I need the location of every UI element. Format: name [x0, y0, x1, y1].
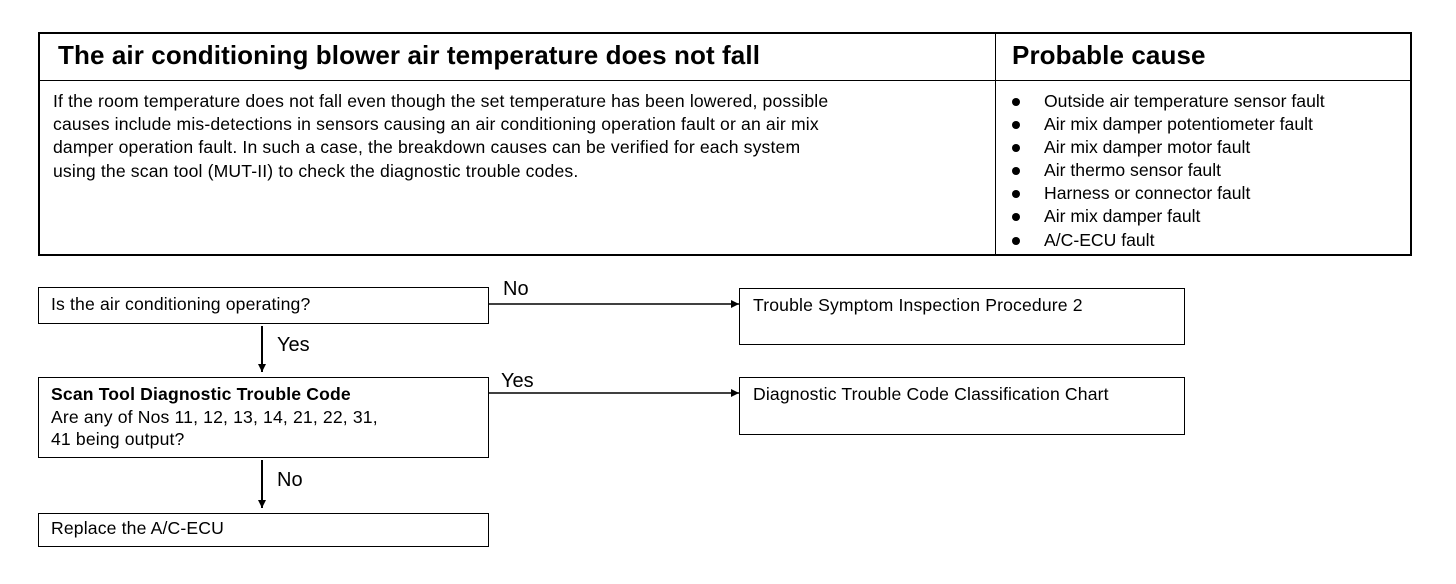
question-ac-operating-box — [38, 287, 489, 324]
description-line: causes include mis-detections in sensors causing an air conditioning operation fault or an air mix — [53, 114, 819, 135]
q1-no-label: No — [503, 278, 529, 300]
description-line: If the room temperature does not fall even though the set temperature has been lowered, possible — [53, 91, 829, 111]
cause-text: Air mix damper potentiometer fault — [1044, 114, 1313, 135]
question-ac-operating: Is the air conditioning operating? — [51, 294, 311, 314]
q2-yes-label: Yes — [501, 370, 534, 392]
symptom-title: The air conditioning blower air temperature does not fall — [58, 40, 761, 70]
cause-text: Harness or connector fault — [1044, 183, 1251, 204]
q2-no-label: No — [277, 469, 303, 491]
cause-text: A/C-ECU fault — [1044, 229, 1155, 250]
scan-tool-dtc-title: Scan Tool Diagnostic Trouble Code — [51, 384, 351, 404]
replace-ecu: Replace the A/C-ECU — [51, 518, 224, 538]
trouble-symptom-procedure: Trouble Symptom Inspection Procedure 2 — [753, 295, 1083, 315]
dtc-classification-chart: Diagnostic Trouble Code Classification Chart — [753, 384, 1109, 404]
probable-cause-heading: Probable cause — [1012, 40, 1206, 70]
scan-tool-dtc-box — [38, 377, 489, 458]
scan-tool-dtc-question-cont: 41 being output? — [51, 429, 185, 449]
cause-text: Air mix damper fault — [1044, 206, 1201, 227]
description-line: using the scan tool (MUT-II) to check the diagnostic trouble codes. — [53, 160, 579, 181]
q1-yes-label: Yes — [277, 334, 310, 356]
replace-ecu-box — [38, 513, 489, 547]
scan-tool-dtc-question: Are any of Nos 11, 12, 13, 14, 21, 22, 31, — [51, 406, 378, 427]
cause-text: Outside air temperature sensor fault — [1044, 91, 1325, 111]
cause-text: Air mix damper motor fault — [1044, 137, 1251, 158]
cause-text: Air thermo sensor fault — [1044, 160, 1221, 181]
dtc-classification-chart-box — [739, 377, 1185, 435]
description-line: damper operation fault. In such a case, the breakdown causes can be verified for each system — [53, 137, 801, 158]
trouble-symptom-procedure-box — [739, 288, 1185, 345]
